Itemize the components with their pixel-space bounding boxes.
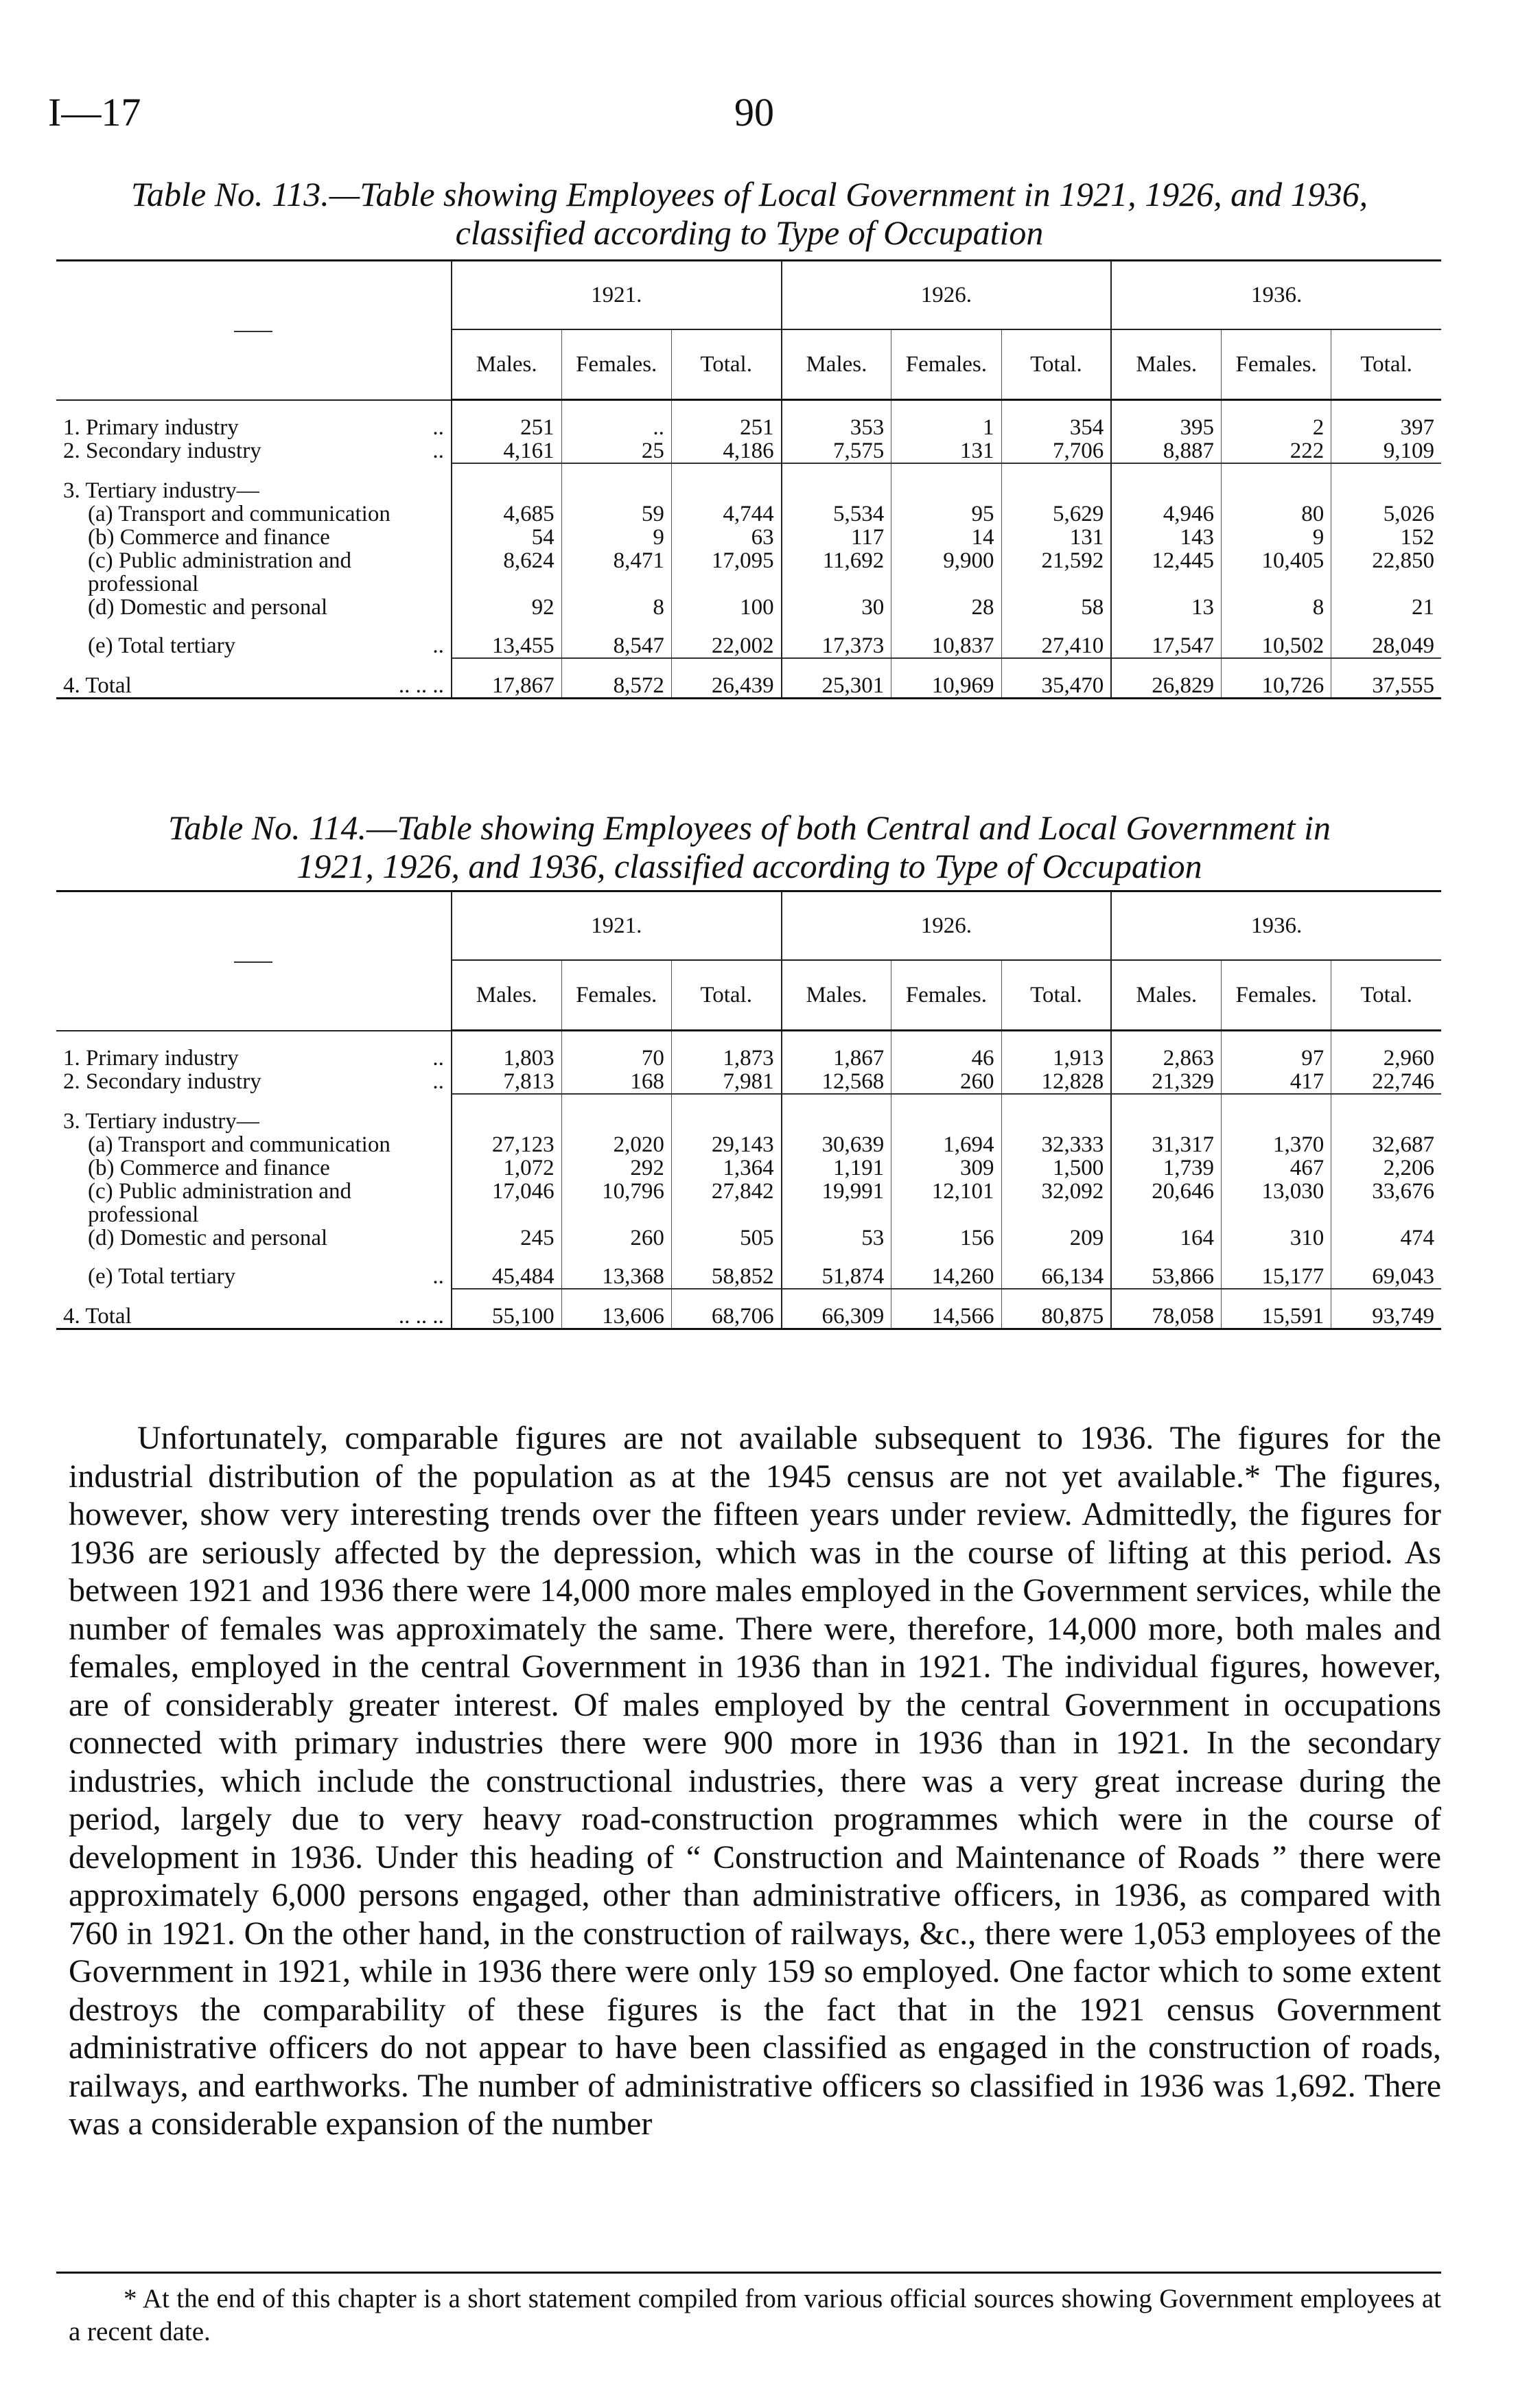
table-row xyxy=(56,1156,1441,1180)
footnote: * At the end of this chapter is a short statement compiled from various official sources showing Government employees at a recent date. xyxy=(69,2284,1441,2346)
row-label: (c) Public administration and professional xyxy=(88,549,351,596)
table-cell: 156 xyxy=(891,1226,1001,1250)
table-cell: 33,676 xyxy=(1331,1180,1441,1226)
table-cell: 1,739 xyxy=(1111,1156,1221,1180)
column-header-females: Females. xyxy=(1222,329,1331,400)
table-cell: 100 xyxy=(671,596,781,619)
table-cell: 1,694 xyxy=(891,1133,1001,1156)
table-cell: .. xyxy=(561,416,671,439)
table-cell: 92 xyxy=(452,596,561,619)
table-cell: 1,072 xyxy=(452,1156,561,1180)
table-cell: 14,566 xyxy=(891,1305,1001,1329)
column-header-males: Males. xyxy=(1111,960,1221,1031)
table-cell: 5,534 xyxy=(782,502,891,526)
table-cell: 251 xyxy=(452,416,561,439)
column-header-total: Total. xyxy=(1001,329,1111,400)
table-cell: 1,500 xyxy=(1001,1156,1111,1180)
table-113-caption xyxy=(56,175,1443,252)
table-cell: 8,572 xyxy=(561,674,671,699)
column-header-males: Males. xyxy=(782,329,891,400)
table-cell: 93,749 xyxy=(1331,1305,1441,1329)
table-cell: 1,364 xyxy=(671,1156,781,1180)
table-cell: 8 xyxy=(561,596,671,619)
table-cell: 27,842 xyxy=(671,1180,781,1226)
body-text xyxy=(69,1419,1441,2143)
table-cell: 68,706 xyxy=(671,1305,781,1329)
table-cell: 10,502 xyxy=(1222,634,1331,658)
row-label: (d) Domestic and personal xyxy=(88,596,328,619)
column-header-females: Females. xyxy=(561,329,671,400)
body-paragraph: Unfortunately, comparable figures are not available subsequent to 1936. The figures for the industrial distribution of the population as at the 1945 census are not yet available.* The figures, however, show very interesting trends over the fifteen years under review. Admittedly, the figures for 1936 are seriously affected by the depression, which was in the course of lifting at this period. As between 1921 and 1936 there were 14,000 more males employed in the Government services, while the number of females was approximately the same. There were, therefore, 14,000 more, both males and females, employed in the central Government in 1936 than in 1921. The individual figures, however, are of considerably greater interest. Of males employed by the central Government in occupations connected with primary industries there were 900 more in 1936 than in 1921. In the secondary industries, which include the constructional industries, there was a very great increase during the period, largely due to very heavy road-construction programmes which were in the course of development in 1936. Under this heading of “ Construction and Maintenance of Roads ” there were approximately 6,000 persons engaged, other than administrative officers, in 1936, as compared with 760 in 1921. On the other hand, in the construction of railways, &c., there were 1,053 employees of the Government in 1921, while in 1936 there were only 159 so employed. One factor which to some extent destroys the comparability of these figures is the fact that in the 1921 census Government administrative officers do not appear to have been classified as engaged in the construction of roads, railways, and earthworks. The number of administrative officers so classified in 1936 was 1,692. There was a considerable expansion of the number xyxy=(69,1420,1441,2142)
document-reference: I—17 xyxy=(48,90,141,135)
table-cell: 97 xyxy=(1222,1047,1331,1070)
column-header-females: Females. xyxy=(561,960,671,1031)
table-cell: 21,592 xyxy=(1001,549,1111,596)
table-cell: 12,101 xyxy=(891,1180,1001,1226)
table-cell: 22,850 xyxy=(1331,549,1441,596)
table-cell: 1,803 xyxy=(452,1047,561,1070)
table-cell: 164 xyxy=(1111,1226,1221,1250)
table-row xyxy=(56,1047,1441,1070)
table-cell: 4,744 xyxy=(671,502,781,526)
table-cell: 152 xyxy=(1331,526,1441,549)
row-label: 3. Tertiary industry— xyxy=(63,1110,259,1133)
table-cell: 4,186 xyxy=(671,439,781,463)
table-cell: 58,852 xyxy=(671,1265,781,1289)
table-cell: 1,873 xyxy=(671,1047,781,1070)
table-cell: 505 xyxy=(671,1226,781,1250)
table-cell: 1,191 xyxy=(782,1156,891,1180)
table-cell: 46 xyxy=(891,1047,1001,1070)
table-cell: 222 xyxy=(1222,439,1331,463)
row-label: 2. Secondary industry .. xyxy=(63,439,444,463)
table-cell: 9,900 xyxy=(891,549,1001,596)
row-label: (b) Commerce and finance xyxy=(88,1156,330,1180)
table-cell: 131 xyxy=(1001,526,1111,549)
table-row xyxy=(56,634,1441,658)
table-cell: 10,837 xyxy=(891,634,1001,658)
table-row xyxy=(56,596,1441,619)
table-row xyxy=(56,439,1441,463)
table-cell: 12,568 xyxy=(782,1070,891,1094)
table-cell: 27,123 xyxy=(452,1133,561,1156)
table-cell: 13,368 xyxy=(561,1265,671,1289)
column-header-total: Total. xyxy=(1001,960,1111,1031)
table-cell: 397 xyxy=(1331,416,1441,439)
table-cell: 32,333 xyxy=(1001,1133,1111,1156)
table-cell: 309 xyxy=(891,1156,1001,1180)
row-label-header xyxy=(56,261,452,400)
table-cell: 10,405 xyxy=(1222,549,1331,596)
table-row xyxy=(56,549,1441,596)
table-cell: 66,134 xyxy=(1001,1265,1111,1289)
column-header-total: Total. xyxy=(671,329,781,400)
table-cell: 2,960 xyxy=(1331,1047,1441,1070)
table-cell: 55,100 xyxy=(452,1305,561,1329)
table-row xyxy=(56,1265,1441,1289)
table-row xyxy=(56,479,1441,502)
table-cell: 17,095 xyxy=(671,549,781,596)
table-cell: 354 xyxy=(1001,416,1111,439)
row-label: (a) Transport and communication xyxy=(88,1133,390,1156)
table-cell: 209 xyxy=(1001,1226,1111,1250)
table-cell: 13,606 xyxy=(561,1305,671,1329)
table-cell: 10,969 xyxy=(891,674,1001,699)
row-label: (e) Total tertiary .. xyxy=(88,1265,444,1289)
table-cell: 37,555 xyxy=(1331,674,1441,699)
row-label: 1. Primary industry .. xyxy=(63,416,444,439)
table-cell: 353 xyxy=(782,416,891,439)
table-cell: 4,161 xyxy=(452,439,561,463)
table-cell: 28 xyxy=(891,596,1001,619)
column-header-males: Males. xyxy=(1111,329,1221,400)
table-cell: 4,685 xyxy=(452,502,561,526)
table-cell: 53,866 xyxy=(1111,1265,1221,1289)
table-cell: 28,049 xyxy=(1331,634,1441,658)
table-cell: 260 xyxy=(561,1226,671,1250)
table-cell: 78,058 xyxy=(1111,1305,1221,1329)
table-cell: 54 xyxy=(452,526,561,549)
table-cell: 131 xyxy=(891,439,1001,463)
table-cell: 12,445 xyxy=(1111,549,1221,596)
table-cell: 168 xyxy=(561,1070,671,1094)
table-cell: 53 xyxy=(782,1226,891,1250)
row-label: (b) Commerce and finance xyxy=(88,526,330,549)
table-113-caption-line2: classified according to Type of Occupation xyxy=(455,213,1044,252)
row-label: (c) Public administration and professional xyxy=(88,1180,351,1226)
footnote-divider xyxy=(56,2272,1441,2274)
table-cell: 15,591 xyxy=(1222,1305,1331,1329)
table-cell: 32,092 xyxy=(1001,1180,1111,1226)
row-label: 4. Total .. .. .. xyxy=(56,674,452,699)
table-cell: 17,867 xyxy=(452,674,561,699)
table-cell: 70 xyxy=(561,1047,671,1070)
table-cell: 10,726 xyxy=(1222,674,1331,699)
table-114-caption-line2: 1921, 1926, and 1936, classified according to Type of Occupation xyxy=(296,847,1202,885)
table-cell: 58 xyxy=(1001,596,1111,619)
row-label: 4. Total .. .. .. xyxy=(56,1305,452,1329)
row-label: (a) Transport and communication xyxy=(88,502,390,526)
year-header: 1936. xyxy=(1111,261,1441,330)
table-114-caption xyxy=(56,808,1443,885)
year-header: 1921. xyxy=(452,891,782,961)
table-cell: 5,629 xyxy=(1001,502,1111,526)
table-cell: 245 xyxy=(452,1226,561,1250)
table-cell: 474 xyxy=(1331,1226,1441,1250)
table-cell: 9 xyxy=(561,526,671,549)
row-label: 2. Secondary industry .. xyxy=(63,1070,444,1094)
table-row xyxy=(56,1133,1441,1156)
table-cell: 35,470 xyxy=(1001,674,1111,699)
table-cell: 5,026 xyxy=(1331,502,1441,526)
table-cell: 8,624 xyxy=(452,549,561,596)
table-cell: 8,471 xyxy=(561,549,671,596)
table-cell: 251 xyxy=(671,416,781,439)
row-label: 1. Primary industry .. xyxy=(63,1047,444,1070)
table-cell: 2,863 xyxy=(1111,1047,1221,1070)
table-cell: 2,206 xyxy=(1331,1156,1441,1180)
table-cell: 9,109 xyxy=(1331,439,1441,463)
table-row xyxy=(56,416,1441,439)
table-cell: 17,046 xyxy=(452,1180,561,1226)
table-cell: 19,991 xyxy=(782,1180,891,1226)
header-dash xyxy=(234,961,272,963)
table-cell: 12,828 xyxy=(1001,1070,1111,1094)
table-cell: 25 xyxy=(561,439,671,463)
table-cell: 30,639 xyxy=(782,1133,891,1156)
table-cell: 11,692 xyxy=(782,549,891,596)
table-cell: 21,329 xyxy=(1111,1070,1221,1094)
table-cell: 143 xyxy=(1111,526,1221,549)
table-cell: 25,301 xyxy=(782,674,891,699)
column-header-males: Males. xyxy=(452,329,561,400)
table-cell: 30 xyxy=(782,596,891,619)
table-cell: 260 xyxy=(891,1070,1001,1094)
table-cell: 80,875 xyxy=(1001,1305,1111,1329)
table-cell: 417 xyxy=(1222,1070,1331,1094)
table-114-caption-line1: Table No. 114.—Table showing Employees of both Central and Local Government in xyxy=(168,808,1331,847)
table-cell: 29,143 xyxy=(671,1133,781,1156)
table-cell: 20,646 xyxy=(1111,1180,1221,1226)
table-cell: 4,946 xyxy=(1111,502,1221,526)
table-cell: 2 xyxy=(1222,416,1331,439)
table-row xyxy=(56,1305,1441,1329)
row-label-header xyxy=(56,891,452,1031)
table-cell: 7,706 xyxy=(1001,439,1111,463)
column-header-males: Males. xyxy=(452,960,561,1031)
table-row xyxy=(56,1226,1441,1250)
table-114 xyxy=(56,890,1441,1330)
table-cell: 1,370 xyxy=(1222,1133,1331,1156)
table-cell: 395 xyxy=(1111,416,1221,439)
table-row xyxy=(56,1180,1441,1226)
row-label: (e) Total tertiary .. xyxy=(88,634,444,658)
table-113-caption-line1: Table No. 113.—Table showing Employees of Local Government in 1921, 1926, and 1936, xyxy=(130,175,1368,213)
table-cell: 26,829 xyxy=(1111,674,1221,699)
table-cell: 26,439 xyxy=(671,674,781,699)
table-cell: 13,030 xyxy=(1222,1180,1331,1226)
column-header-total: Total. xyxy=(1331,329,1441,400)
table-cell: 7,813 xyxy=(452,1070,561,1094)
table-cell: 7,575 xyxy=(782,439,891,463)
table-cell: 8 xyxy=(1222,596,1331,619)
table-cell: 95 xyxy=(891,502,1001,526)
table-cell: 7,981 xyxy=(671,1070,781,1094)
header-dash xyxy=(234,331,272,332)
table-cell: 21 xyxy=(1331,596,1441,619)
table-cell: 17,373 xyxy=(782,634,891,658)
column-header-total: Total. xyxy=(1331,960,1441,1031)
table-row xyxy=(56,1070,1441,1094)
table-cell: 467 xyxy=(1222,1156,1331,1180)
table-cell: 22,746 xyxy=(1331,1070,1441,1094)
table-cell: 15,177 xyxy=(1222,1265,1331,1289)
year-header: 1926. xyxy=(782,261,1112,330)
table-cell: 1,913 xyxy=(1001,1047,1111,1070)
table-cell: 1 xyxy=(891,416,1001,439)
table-cell: 63 xyxy=(671,526,781,549)
table-cell: 32,687 xyxy=(1331,1133,1441,1156)
table-cell: 69,043 xyxy=(1331,1265,1441,1289)
table-cell: 59 xyxy=(561,502,671,526)
column-header-females: Females. xyxy=(891,329,1001,400)
table-cell: 17,547 xyxy=(1111,634,1221,658)
page-number: 90 xyxy=(734,90,774,135)
column-header-total: Total. xyxy=(671,960,781,1031)
table-cell: 51,874 xyxy=(782,1265,891,1289)
column-header-females: Females. xyxy=(891,960,1001,1031)
table-row xyxy=(56,1110,1441,1133)
table-113 xyxy=(56,259,1441,699)
table-cell: 80 xyxy=(1222,502,1331,526)
year-header: 1926. xyxy=(782,891,1112,961)
year-header: 1936. xyxy=(1111,891,1441,961)
table-cell: 2,020 xyxy=(561,1133,671,1156)
year-header: 1921. xyxy=(452,261,782,330)
table-row xyxy=(56,674,1441,699)
table-cell: 117 xyxy=(782,526,891,549)
column-header-males: Males. xyxy=(782,960,891,1031)
column-header-females: Females. xyxy=(1222,960,1331,1031)
table-cell: 9 xyxy=(1222,526,1331,549)
table-cell: 27,410 xyxy=(1001,634,1111,658)
table-cell: 13,455 xyxy=(452,634,561,658)
table-cell: 10,796 xyxy=(561,1180,671,1226)
table-cell: 31,317 xyxy=(1111,1133,1221,1156)
table-cell: 8,547 xyxy=(561,634,671,658)
table-row xyxy=(56,502,1441,526)
table-cell: 14 xyxy=(891,526,1001,549)
table-cell: 1,867 xyxy=(782,1047,891,1070)
table-cell: 14,260 xyxy=(891,1265,1001,1289)
table-row xyxy=(56,526,1441,549)
table-cell: 8,887 xyxy=(1111,439,1221,463)
row-label: (d) Domestic and personal xyxy=(88,1226,328,1250)
table-cell: 45,484 xyxy=(452,1265,561,1289)
table-cell: 66,309 xyxy=(782,1305,891,1329)
table-cell: 310 xyxy=(1222,1226,1331,1250)
row-label: 3. Tertiary industry— xyxy=(63,479,259,502)
table-cell: 292 xyxy=(561,1156,671,1180)
table-cell: 22,002 xyxy=(671,634,781,658)
table-cell: 13 xyxy=(1111,596,1221,619)
